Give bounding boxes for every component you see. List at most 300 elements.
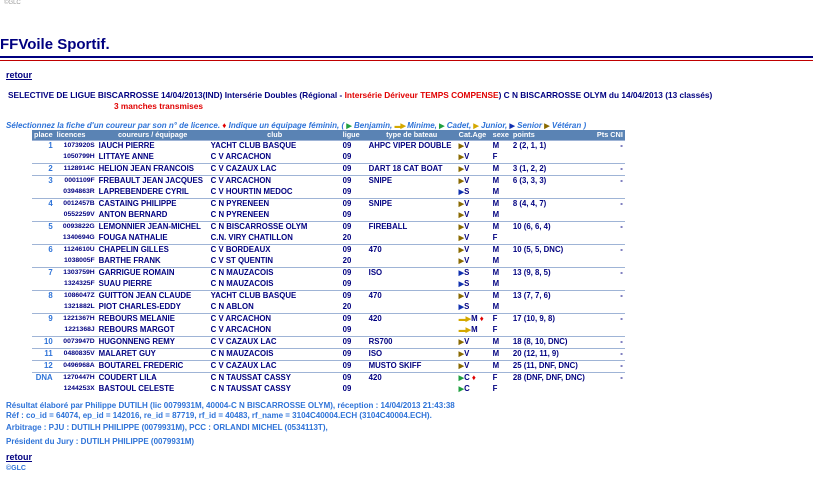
category-label: V: [464, 209, 470, 219]
boat-type-cell: 420: [367, 313, 457, 325]
licence-link[interactable]: 1073920S: [55, 140, 97, 152]
table-row: [32, 360, 625, 372]
cat-age-cell: [457, 336, 491, 348]
cat-age-cell: [457, 279, 491, 291]
licence-link[interactable]: 1321882L: [64, 303, 95, 310]
category-label: V: [464, 198, 470, 208]
pts-cni-cell: -: [595, 163, 625, 175]
points-cell: 25 (11, DNF, DNC): [511, 360, 595, 372]
pts-cni-cell: [595, 210, 625, 222]
retour-link-top[interactable]: retour: [6, 70, 33, 80]
place-cell: 3: [32, 175, 55, 187]
boat-type-cell: [367, 210, 457, 222]
event-title-part3: ) C N BISCARROSSE OLYM du 14/04/2013 (13 classés): [498, 90, 713, 100]
footer-arbitrage: Arbitrage : PJU : DUTILH PHILIPPE (0079931M), PCC : ORLANDI MICHEL (0534113T),: [6, 423, 328, 432]
points-cell: 20 (12, 11, 9): [511, 348, 595, 360]
club-cell: C V BORDEAUX: [209, 244, 341, 256]
category-label: V: [464, 221, 470, 231]
table-row: [32, 290, 625, 302]
ligue-cell: 09: [341, 221, 367, 233]
category-arrow-icon: ▶: [458, 153, 465, 161]
cat-age-cell: [457, 313, 491, 325]
club-cell: C N MAUZACOIS: [210, 279, 274, 288]
cadet-arrow-icon: ▶: [439, 123, 445, 130]
ligue-cell: 09: [341, 336, 367, 348]
sexe-cell: [491, 267, 511, 279]
col-place: place: [34, 130, 53, 140]
ligue-cell: 09: [342, 210, 352, 219]
points-cell: 10 (6, 6, 4): [511, 221, 595, 233]
licence-link[interactable]: 1086047Z: [55, 290, 97, 302]
category-arrow-icon: ▶: [458, 385, 465, 393]
sexe-label: M: [492, 361, 500, 370]
points-cell: 13 (9, 8, 5): [511, 267, 595, 279]
glc-bottom-logo: ©GLC: [6, 465, 26, 472]
boat-type-cell: ISO: [367, 348, 457, 360]
pts-cni-cell: [595, 325, 625, 337]
sexe-cell: [491, 384, 511, 395]
sexe-cell: [491, 279, 511, 291]
boat-type-cell: ISO: [367, 267, 457, 279]
boat-type-cell: DART 18 CAT BOAT: [367, 163, 457, 175]
club-cell: C.N. VIRY CHATILLON: [210, 233, 293, 242]
sexe-label: M: [492, 222, 500, 231]
sexe-cell: [491, 302, 511, 314]
sexe-label: M: [492, 349, 500, 358]
pts-cni-cell: -: [595, 198, 625, 210]
club-cell: YACHT CLUB BASQUE: [209, 140, 341, 152]
sexe-cell: [491, 187, 511, 199]
cat-age-cell: [457, 372, 491, 384]
category-label: V: [464, 140, 470, 150]
ligue-cell: 20: [342, 233, 352, 242]
place-cell: 7: [32, 267, 55, 279]
competitor-name: BASTOUL CELESTE: [98, 384, 175, 393]
sexe-cell: [491, 360, 511, 372]
col-points: points: [511, 130, 595, 140]
place-cell: [32, 256, 55, 268]
category-label: S: [464, 186, 470, 196]
place-cell: 5: [32, 221, 55, 233]
benjamin-arrow-icon: ▶: [346, 123, 352, 130]
category-label: M: [471, 324, 478, 334]
site-header: [0, 36, 813, 61]
col-ligue: ligue: [341, 130, 367, 140]
licence-link[interactable]: 1124610U: [55, 244, 97, 256]
place-cell: [32, 152, 55, 164]
sexe-cell: [491, 313, 511, 325]
category-arrow-icon: ▶: [458, 246, 465, 254]
club-cell: C V ST QUENTIN: [210, 256, 274, 265]
event-title-series: Intersérie Dériveur TEMPS COMPENSE: [344, 90, 499, 100]
glc-top-logo: ©GLC: [4, 0, 21, 6]
sexe-cell: [491, 221, 511, 233]
place-cell: [32, 187, 55, 199]
licence-link[interactable]: 0012457B: [55, 198, 97, 210]
licence-link[interactable]: 1221368J: [64, 326, 95, 333]
boat-type-cell: [367, 233, 457, 245]
category-arrow-icon: ▶: [458, 280, 465, 288]
legend-benjamin: Benjamin,: [354, 121, 393, 130]
retour-link-bottom[interactable]: retour: [6, 452, 33, 462]
cat-age-cell: [457, 290, 491, 302]
category-arrow-icon: ▶: [458, 269, 465, 277]
sexe-label: M: [492, 302, 500, 311]
competitor-name: REBOURS MARGOT: [98, 325, 175, 334]
place-cell: [32, 210, 55, 222]
ligue-cell: 09: [341, 140, 367, 152]
club-cell: C N ABLON: [210, 302, 254, 311]
cat-age-cell: [457, 163, 491, 175]
category-label: V: [464, 175, 470, 185]
table-row: [32, 384, 625, 395]
competitor-name: FREBAULT JEAN JACQUES: [97, 175, 209, 187]
cat-age-cell: [457, 302, 491, 314]
sexe-cell: [491, 198, 511, 210]
minime-bar-icon: ▬▶: [394, 123, 405, 130]
club-cell: C N PYRENEEN: [209, 198, 341, 210]
pts-cni-cell: -: [595, 290, 625, 302]
place-cell: 4: [32, 198, 55, 210]
pts-cni-cell: [595, 302, 625, 314]
table-row: [32, 244, 625, 256]
sexe-label: M: [492, 187, 500, 196]
sexe-cell: [491, 175, 511, 187]
category-arrow-icon: ▶: [458, 188, 465, 196]
table-row: [32, 302, 625, 314]
club-cell: C V ARCACHON: [210, 325, 272, 334]
table-row: [32, 348, 625, 360]
pts-cni-cell: -: [595, 336, 625, 348]
licence-link[interactable]: 1244253X: [63, 385, 95, 392]
category-arrow-icon: ▬▶: [458, 326, 472, 334]
ligue-cell: 09: [341, 290, 367, 302]
points-cell: [511, 302, 595, 314]
table-row: [32, 279, 625, 291]
sexe-cell: [491, 140, 511, 152]
ligue-cell: 20: [342, 302, 352, 311]
place-cell: 8: [32, 290, 55, 302]
col-coureurs: coureurs / équipage: [97, 130, 209, 140]
points-cell: [511, 210, 595, 222]
licence-link[interactable]: 1050799H: [63, 153, 95, 160]
legend-hint: [6, 121, 586, 130]
licence-link[interactable]: 0496968A: [55, 360, 97, 372]
manches-count: 3 manches transmises: [114, 101, 204, 111]
competitor-name: COUDERT LILA: [97, 372, 209, 384]
cat-age-cell: [457, 384, 491, 395]
ligue-cell: 09: [341, 360, 367, 372]
licence-link[interactable]: 0394863R: [63, 188, 95, 195]
cat-age-cell: [457, 267, 491, 279]
cat-age-cell: [457, 221, 491, 233]
hint-text: Sélectionnez la fiche d'un coureur par son n° de licence.: [6, 121, 221, 130]
header-rule-red: [0, 60, 813, 61]
category-label: V: [464, 290, 470, 300]
sexe-label: F: [492, 233, 498, 242]
sexe-cell: [491, 372, 511, 384]
place-cell: 11: [32, 348, 55, 360]
category-label: V: [464, 244, 470, 254]
points-cell: 3 (1, 2, 2): [511, 163, 595, 175]
category-arrow-icon: ▶: [458, 374, 465, 382]
col-sexe: sexe: [492, 130, 509, 140]
competitor-name: LAPREBENDERE CYRIL: [98, 187, 189, 196]
pts-cni-cell: [595, 256, 625, 268]
licence-link[interactable]: 0001109F: [55, 175, 97, 187]
points-cell: 13 (7, 7, 6): [511, 290, 595, 302]
club-cell: YACHT CLUB BASQUE: [209, 290, 341, 302]
cat-age-cell: [457, 256, 491, 268]
sexe-label: M: [492, 245, 500, 254]
category-arrow-icon: ▶: [458, 200, 465, 208]
ligue-cell: 09: [342, 279, 352, 288]
pts-cni-cell: -: [595, 267, 625, 279]
sexe-label: M: [492, 256, 500, 265]
table-row: [32, 325, 625, 337]
boat-type-cell: SNIPE: [367, 175, 457, 187]
category-arrow-icon: ▶: [458, 257, 465, 265]
competitor-name: CASTAING PHILIPPE: [97, 198, 209, 210]
senior-arrow-icon: ▶: [509, 123, 515, 130]
event-title: [8, 90, 712, 100]
category-arrow-icon: ▶: [458, 303, 465, 311]
sexe-label: M: [492, 268, 500, 277]
points-cell: 28 (DNF, DNF, DNC): [511, 372, 595, 384]
licence-link[interactable]: 0552259V: [63, 211, 95, 218]
points-cell: [511, 233, 595, 245]
points-cell: [511, 256, 595, 268]
ligue-cell: 09: [341, 163, 367, 175]
category-label: S: [464, 301, 470, 311]
ligue-cell: 09: [341, 313, 367, 325]
pts-cni-cell: -: [595, 140, 625, 152]
points-cell: 8 (4, 4, 7): [511, 198, 595, 210]
footer-result-info: Résultat élaboré par Philippe DUTILH (lic 0079931M, 40004-C N BISCARROSSE OLYM), réception : 14/04/2013 21:43:38: [6, 401, 455, 410]
category-label: S: [464, 267, 470, 277]
table-row: [32, 198, 625, 210]
legend-cadet: Cadet,: [446, 121, 472, 130]
category-label: M: [471, 313, 478, 323]
licence-link[interactable]: 1221367H: [55, 313, 97, 325]
sexe-cell: [491, 152, 511, 164]
ligue-cell: 09: [341, 372, 367, 384]
club-cell: C V CAZAUX LAC: [209, 163, 341, 175]
boat-type-cell: [367, 279, 457, 291]
boat-type-cell: RS700: [367, 336, 457, 348]
pts-cni-cell: [595, 233, 625, 245]
category-arrow-icon: ▶: [458, 362, 465, 370]
place-cell: 9: [32, 313, 55, 325]
competitor-name: GUITTON JEAN CLAUDE: [97, 290, 209, 302]
licence-link[interactable]: 0073947D: [55, 336, 97, 348]
ligue-cell: 09: [341, 198, 367, 210]
competitor-name: ANTON BERNARD: [98, 210, 168, 219]
category-label: V: [464, 360, 470, 370]
licence-link[interactable]: 1324325F: [64, 280, 95, 287]
boat-type-cell: FIREBALL: [367, 221, 457, 233]
points-cell: [511, 187, 595, 199]
pts-cni-cell: [595, 279, 625, 291]
sexe-label: M: [492, 199, 500, 208]
competitor-name: CHAPELIN GILLES: [97, 244, 209, 256]
licence-link[interactable]: 1340694G: [62, 234, 95, 241]
boat-type-cell: AHPC VIPER DOUBLE: [367, 140, 457, 152]
veteran-arrow-icon: ▶: [544, 123, 550, 130]
ligue-cell: 09: [341, 244, 367, 256]
header-rule-navy: [0, 56, 813, 58]
col-club: club: [209, 130, 341, 140]
licence-link[interactable]: 1038005F: [64, 257, 95, 264]
place-cell: [32, 325, 55, 337]
category-arrow-icon: ▶: [458, 292, 465, 300]
table-row: [32, 256, 625, 268]
feminine-diamond-icon: ♦: [469, 372, 476, 382]
licence-link[interactable]: 0093822G: [55, 221, 97, 233]
category-arrow-icon: ▶: [458, 142, 465, 150]
sexe-cell: [491, 336, 511, 348]
pts-cni-cell: -: [595, 372, 625, 384]
ligue-cell: 09: [342, 152, 352, 161]
competitor-name: REBOURS MELANIE: [97, 313, 209, 325]
category-arrow-icon: ▶: [458, 350, 465, 358]
table-row: [32, 336, 625, 348]
competitor-name: IAUCH PIERRE: [97, 140, 209, 152]
boat-type-cell: 470: [367, 290, 457, 302]
ligue-cell: 09: [342, 187, 352, 196]
ligue-cell: 09: [342, 384, 352, 393]
legend-senior: Senior: [517, 121, 543, 130]
place-cell: 10: [32, 336, 55, 348]
competitor-name: BOUTAREL FREDERIC: [97, 360, 209, 372]
place-cell: 6: [32, 244, 55, 256]
points-cell: [511, 279, 595, 291]
table-row: [32, 163, 625, 175]
club-cell: C N MAUZACOIS: [209, 267, 341, 279]
results-table: [32, 130, 625, 395]
club-cell: C V ARCACHON: [209, 313, 341, 325]
category-arrow-icon: ▶: [458, 234, 465, 242]
place-cell: 12: [32, 360, 55, 372]
pts-cni-cell: [595, 152, 625, 164]
category-label: V: [464, 163, 470, 173]
pts-cni-cell: [595, 187, 625, 199]
pts-cni-cell: -: [595, 348, 625, 360]
sexe-label: F: [492, 314, 498, 323]
competitor-name: FOUGA NATHALIE: [98, 233, 168, 242]
sexe-cell: [491, 290, 511, 302]
sexe-cell: [491, 325, 511, 337]
sexe-label: M: [492, 141, 500, 150]
col-type-bateau: type de bateau: [367, 130, 457, 140]
feminine-diamond-icon: ♦: [477, 313, 484, 323]
cat-age-cell: [457, 210, 491, 222]
table-row: [32, 233, 625, 245]
cat-age-cell: [457, 198, 491, 210]
category-label: C: [464, 372, 470, 382]
sexe-cell: [491, 348, 511, 360]
col-pts-cni: Pts CNI: [596, 130, 623, 140]
licence-link[interactable]: 1303759H: [55, 267, 97, 279]
sexe-cell: [491, 210, 511, 222]
sexe-label: M: [492, 164, 500, 173]
col-licences: licences: [55, 130, 97, 140]
cat-age-cell: [457, 175, 491, 187]
category-arrow-icon: ▶: [458, 211, 465, 219]
pts-cni-cell: [595, 384, 625, 395]
cat-age-cell: [457, 244, 491, 256]
points-cell: 17 (10, 9, 8): [511, 313, 595, 325]
club-cell: C V HOURTIN MEDOC: [210, 187, 293, 196]
club-cell: C N BISCARROSSE OLYM: [209, 221, 341, 233]
category-label: V: [464, 232, 470, 242]
boat-type-cell: 420: [367, 372, 457, 384]
sexe-cell: [491, 256, 511, 268]
cat-age-cell: [457, 360, 491, 372]
licence-link[interactable]: 1270447H: [55, 372, 97, 384]
table-row: [32, 372, 625, 384]
competitor-name: GARRIGUE ROMAIN: [97, 267, 209, 279]
sexe-label: F: [492, 373, 498, 382]
cat-age-cell: [457, 140, 491, 152]
boat-type-cell: 470: [367, 244, 457, 256]
pts-cni-cell: -: [595, 244, 625, 256]
table-row: [32, 152, 625, 164]
licence-link[interactable]: 1128914C: [55, 163, 97, 175]
competitor-name: HUGONNENG REMY: [97, 336, 209, 348]
site-title: FFVoile Sportif.: [0, 36, 110, 53]
results-header-row: [32, 130, 625, 140]
footer-jury-president: Président du Jury : DUTILH PHILIPPE (0079931M): [6, 437, 195, 446]
club-cell: C N MAUZACOIS: [209, 348, 341, 360]
points-cell: [511, 152, 595, 164]
points-cell: 18 (8, 10, DNC): [511, 336, 595, 348]
place-cell: [32, 279, 55, 291]
cat-age-cell: [457, 152, 491, 164]
sexe-label: M: [492, 210, 500, 219]
club-cell: C V CAZAUX LAC: [209, 360, 341, 372]
feminine-diamond-icon: ♦: [222, 121, 227, 130]
competitor-name: BARTHE FRANK: [98, 256, 161, 265]
junior-arrow-icon: ▶: [473, 123, 479, 130]
sexe-label: M: [492, 291, 500, 300]
category-label: V: [464, 151, 470, 161]
hint-text-2: Indique un équipage féminin, (: [226, 121, 347, 130]
cat-age-cell: [457, 233, 491, 245]
boat-type-cell: [367, 256, 457, 268]
competitor-name: HELION JEAN FRANCOIS: [97, 163, 209, 175]
legend-veteran: Vétéran ): [551, 121, 587, 130]
category-label: V: [464, 336, 470, 346]
boat-type-cell: [367, 187, 457, 199]
points-cell: 10 (5, 5, DNC): [511, 244, 595, 256]
ligue-cell: 09: [341, 175, 367, 187]
boat-type-cell: [367, 302, 457, 314]
category-arrow-icon: ▶: [458, 165, 465, 173]
club-cell: C N TAUSSAT CASSY: [210, 384, 291, 393]
table-row: [32, 221, 625, 233]
sexe-label: F: [492, 152, 498, 161]
place-cell: [32, 233, 55, 245]
category-label: V: [464, 255, 470, 265]
boat-type-cell: MUSTO SKIFF: [367, 360, 457, 372]
category-arrow-icon: ▶: [458, 177, 465, 185]
pts-cni-cell: -: [595, 221, 625, 233]
sexe-label: M: [492, 337, 500, 346]
points-cell: [511, 384, 595, 395]
boat-type-cell: SNIPE: [367, 198, 457, 210]
licence-link[interactable]: 0480835V: [55, 348, 97, 360]
